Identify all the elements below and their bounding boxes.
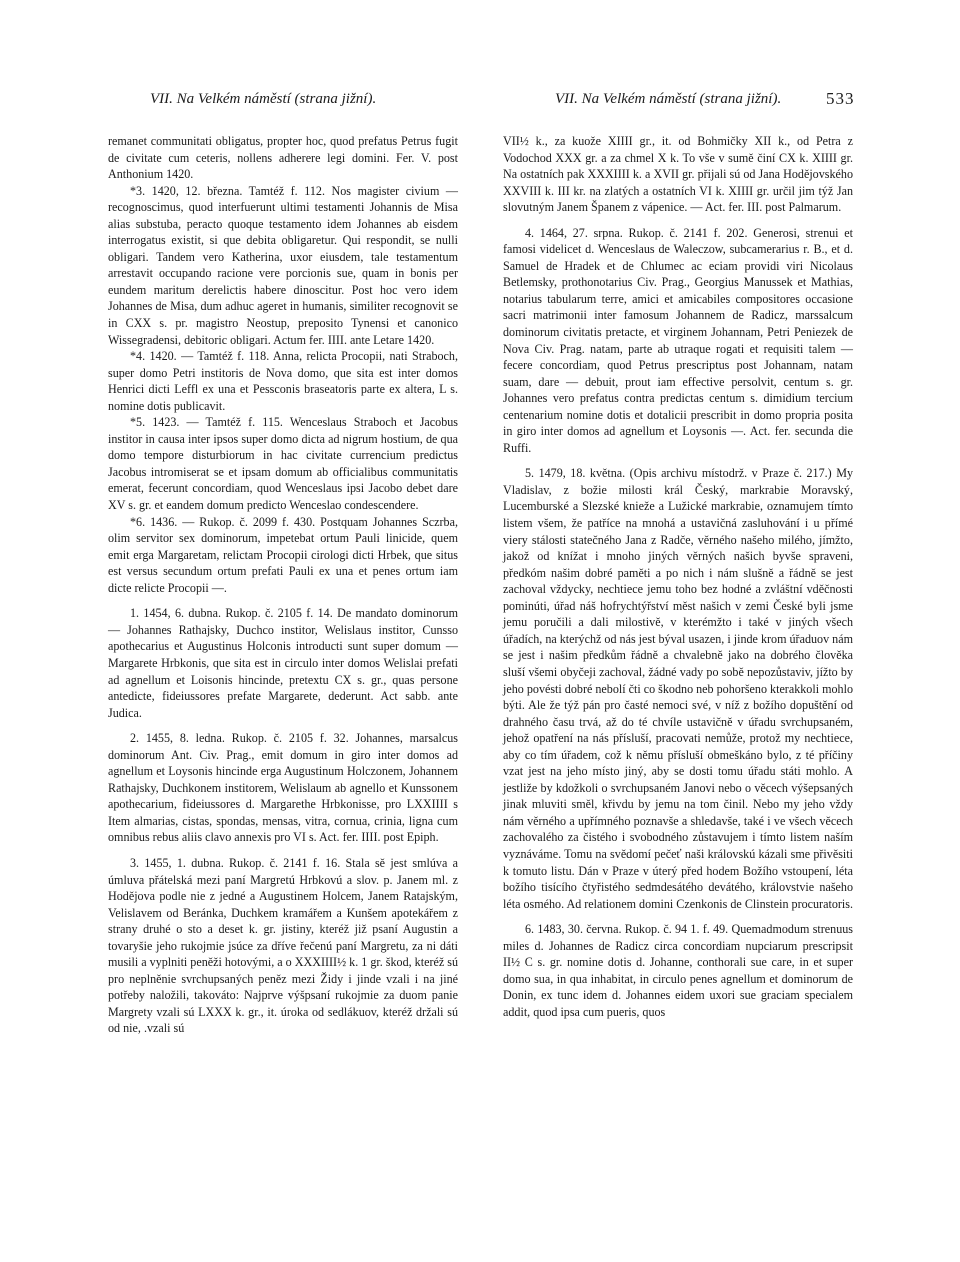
paragraph: remanet communitati obligatus, propter hoc, quod prefatus Petrus fugit de civitate cum ceteris, nollens adherere legi domini. Fer. V. post Anthonium 1420. — [108, 134, 458, 182]
paragraph: 2. 1455, 8. ledna. Rukop. č. 2105 f. 32. Johannes, marsalcus dominorum Ant. Civ. Prag., emit domum in giro inter domos ad agnellum et Loysonis hincinde erga Augustinum Holczonem, Johannem Rathajsky, Duchkonem institorem, Welislaum ab agnello et Kunssonem apothecarium, fideiussores d. Margarethe Hrbkonisse, pro LXXIIII s Item almarias, cistas, spondas, mensas, vitra, cornua, crinia, ligna cum omnibus rebus aliis clavo annexis pro VI s. Act. fer. IIII. post Epiph. — [108, 731, 458, 845]
paragraph: *6. 1436. — Rukop. č. 2099 f. 430. Postquam Johannes Sczrba, olim servitor sex dominorum, impetebat ortum Pauli linicide, quem emit erga Margaretam, relictam Procopii cirologi dicti Hrbek, que situs est versus secundum ortum prefati Pauli ex una et penes ortum iam dicte relicte Procopii —. — [108, 514, 458, 595]
paragraph: 3. 1455, 1. dubna. Rukop. č. 2141 f. 16. Stala sě jest smlúva a úmluva přátelská mezi paní Margretú Hrbkovú a slov. p. Janem ml. z Hodějova podle nie z jedné a Augustinem Holcem, Janem Ratajským, Velislavem od Beránka, Duchkem kramářem a Kunšem apotekářem z strany druhé o sto a deset k. gr. jistiny, kteréž již psaní Augustin a tovaryšie jeho rukojmie jsúce za dříve řečenú paní Margretu, za ni dáti musili a vyplniti peněži hotovými, a o XXXIIII½ k. 1 gr. škod, kteréž sú pro neplněnie svrchupsaných peněz mezi Židy i jinde vzali i na jiné potřeby naložili, takováto: Najprve výšpsaní rukojmie za duom panie Margrety vzali sú LXXX k. gr., it. úroka od sedlákuov, kteréž držali sú od nie, .vzali sú — [108, 855, 458, 1036]
page-number: 533 — [826, 89, 855, 108]
running-head-right: VII. Na Velkém náměstí (strana jižní). — [555, 91, 782, 107]
paragraph: 1. 1454, 6. dubna. Rukop. č. 2105 f. 14. De mandato dominorum — Johannes Rathajsky, Duchco institor, Welislaus institor, Cunsso apothecarius et Augustinus Holconis introducti sunt super domum — Margarete Hrbkonis, que sita est in circulo inter domos Welislai prefati ad agnellum et Loisonis hincinde, pretextu CX s. gr., quas persone antedicte, fideiussores prefate Margarete, dederunt. Act sabb. ante Judica. — [108, 606, 458, 720]
paragraph: *5. 1423. — Tamtéž f. 115. Wenceslaus Straboch et Jacobus institor in causa inter ipsos super domo dicta ad nigrum hostium, de qua domo tempore disturbiorum in hac civitate currencium predictus Jacobus intromiserat se et ipsam domum ab officialibus communitatis emerat, fecerunt concordiam, quod Wenceslaus ipsi Jacobo debet dare XV s. gr. et eandem domum predicto Wenceslao condescendere. — [108, 415, 458, 513]
running-head-left: VII. Na Velkém náměstí (strana jižní). — [150, 91, 377, 107]
left-column — [108, 133, 458, 1037]
paragraph: 4. 1464, 27. srpna. Rukop. č. 2141 f. 202. Generosi, strenui et famosi videlicet d. Wenceslaus de Waleczow, subcamerarius r. B., et d. Samuel de Hradek et de Chlumec ac eciam providi viri Nicolaus Betlemsky, prothonotarius Civ. Prag., Georgius Manussek et Mathias, notarius tabularum terre, amici et amicabiles compositores occasione sacri matrimonii inter famosum Johannem de Radicz, marssalcum dominorum civitatis pretacte, et virginem Johannam, Petri Peniezek de Nova Civ. Prag. natam, parte ab utraque rogati et requisiti talem — fecere concordiam, quod Petrus prescriptus post Johannam, natam suam, dare — debuit, prout iam effective persolvit, centum s. gr. Johannes vero prefatus contra predictas centum s. dimidium tercium centenarium nomine dotis et dotalicii prescribit in domo propria posita in giro inter domos ad agnellum et Loysonis —. Act. fer. secunda die Ruffi. — [503, 225, 853, 455]
right-column — [503, 133, 853, 1020]
paragraph: 6. 1483, 30. června. Rukop. č. 94 1. f. 49. Quemadmodum strenuus miles d. Johannes de Radicz circa concordiam nupciarum prescripsit II½ C s. gr. nomine dotis d. Johanne, conthorali sue care, in et super domo sua, in qua inhabitat, in circulo penes agnellum et dominorum de Donin, ex tunc idem d. Johannes eidem uxori sue graciam specialem addit, quod ipsa cum pueris, quos — [503, 922, 853, 1019]
paragraph: 5. 1479, 18. května. (Opis archivu místodrž. v Praze č. 217.) My Vladislav, z božie milosti král Český, markrabie Moravský, Lucemburské a Slezské knieže a Lužické markrabie, oznamujem tímto listem všem, že patříce na mnohá a ustavičná zasluhování i u přímé viery stálosti statečného Jana z Radče, věrného našeho milého, jímžto, jakož od knížat i mnoho jiných věrných našich byvše spraveni, předkóm našim dobré paměti a po nich i nám slušně a řádně se jest zachoval vždycky, nechtiece jemu toho bez hodné a zvláštní vděčnosti pominúti, úřad náš hofrychtýřství měst našich v zemi České byli jsme jemu poručili a dali milostivě, v kterémžto i také v jiných všech úřadích, na kterýchž od nás jest býval usazen, i jinde krom úřaduov nám se jest i našim předkům řádně a chvalebně jako na dobrého člověka sluší všemi obyčeji zachoval, žádné vady po sobě nepozůstaviv, jížto by jeho povésti dobré nebolí čti co škodno neb pohoršeno kterakkoli mohlo býti. Ale že týž pán pro časté nemoci své, v níž z božího dopuštění od drahného času trvá, až do té chvíle ustavičně v úřadu svrchupsaném, jehož opatření na nás přísluší, pracovati nemůže, protož my nechtiece, aby co tím úřadem, což k němu přísluší obmeškáno bylo, z té příčiny vzat jest na jeho místo jiný, aby se dosti tomu úřadu státi mohlo. A jestliže by kdožkoli o svrchupsaném Janovi nebo o věcech výšepsaných jinak mluviti směl, křivdu by jemu na tom činil. Nebo my jeho vždy nám věrného a upřímného poznavše a shledavše, také i ve všech věcech zachovalého za čistého i svobodného zůstavujem i tímto listem naším vyznáváme. Tomu na svědomí pečeť naši královskú kázali sme přivěsiti k tomuto listu. Dán v Praze v úterý před hodem Božího vstoupení, léta božího tisícího čtyřistého sedmdesátého devátého, královstvie našeho léta osmého. Ad relationem domini Czenkonis de Clinstein procuratoris. — [503, 466, 853, 911]
paragraph: *4. 1420. — Tamtéž f. 118. Anna, relicta Procopii, nati Straboch, super domo Petri institoris de Nova domo, que sita est inter domos Henrici dicti Leffl ex una et Pessconis braseatoris parte ex altera, L s. nomine dotis publicavit. — [108, 349, 458, 413]
paragraph: VII½ k., za kuože XIIII gr., it. od Bohmičky XII k., od Petra z Vodochod XXX gr. a za chmel X k. To vše v sumě činí CX k. XIIII gr. Na ostatních pak XXXIIII k. a XVII gr. přijali sú od Jana Hodějovského XXVIII k. III kr. na zlatých a ostatních VI k. XIIII gr. určil jim týž Jan slovutným Janem Španem z vápenice. — Act. fer. III. post Palmarum. — [503, 134, 853, 215]
paragraph: *3. 1420, 12. března. Tamtéž f. 112. Nos magister civium — recognoscimus, quod interfuerunt ultimi testamenti Johannis de Misa alias substuba, peracto quoque testamento idem Johannes ab eisdem interrogatus existit, si que debita obligaretur. Qui respondit, se nulli obligari. Tandem vero Katherina, uxor eiusdem, tale testamentum arrestavit occupando racione vere porcionis sue, quam in bonis per eundem maritum derelictis habere dinoscitur. Post hoc vero idem Johannes de Misa, dum adhuc ageret in humanis, similiter recognovit se in CXX s. pr. magistro Neostup, preposito Tynensi et canonico Wissegradensi, debitoric obligari. Actum fer. IIII. ante Letare 1420. — [108, 183, 458, 347]
